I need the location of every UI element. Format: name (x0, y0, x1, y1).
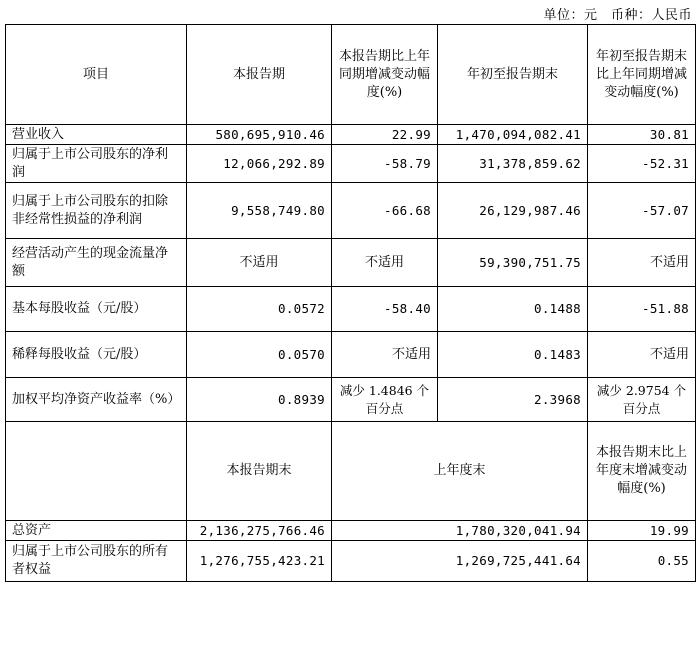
table-row (6, 125, 696, 145)
cell-ytd: 59,390,751.75 (438, 239, 588, 287)
header-item: 项目 (6, 25, 187, 125)
cell-current-change: 不适用 (332, 239, 438, 287)
cell-current-change: 减少 1.4846 个百分点 (332, 378, 438, 422)
header-ytd-change: 年初至报告期末比上年同期增减变动幅度(%) (588, 25, 696, 125)
cell-ytd-change: 不适用 (588, 332, 696, 378)
cell-ytd: 0.1483 (438, 332, 588, 378)
header-current-change: 本报告期比上年同期增减变动幅度(%) (332, 25, 438, 125)
cell-period-end: 2,136,275,766.46 (187, 521, 332, 541)
cell-change: 19.99 (588, 521, 696, 541)
row-label: 经营活动产生的现金流量净额 (6, 239, 187, 287)
cell-ytd-change: 减少 2.9754 个百分点 (588, 378, 696, 422)
currency-unit-note: 单位：元 币种：人民币 (543, 8, 692, 23)
row-label: 营业收入 (6, 125, 187, 145)
cell-prior-year-end: 1,269,725,441.64 (332, 541, 588, 582)
cell-ytd: 1,470,094,082.41 (438, 125, 588, 145)
header-blank-cell (6, 422, 187, 521)
cell-ytd: 2.3968 (438, 378, 588, 422)
row-label: 稀释每股收益（元/股） (6, 332, 187, 378)
cell-current: 0.8939 (187, 378, 332, 422)
cell-ytd-change: -57.07 (588, 183, 696, 239)
table-row (6, 541, 696, 582)
cell-current-change: -58.40 (332, 287, 438, 332)
row-label: 归属于上市公司股东的扣除非经常性损益的净利润 (6, 183, 187, 239)
header-current-period: 本报告期 (187, 25, 332, 125)
cell-current-change: 不适用 (332, 332, 438, 378)
table-row (6, 332, 696, 378)
table-row (6, 378, 696, 422)
cell-current: 12,066,292.89 (187, 145, 332, 183)
row-label: 归属于上市公司股东的所有者权益 (6, 541, 187, 582)
cell-ytd-change: -51.88 (588, 287, 696, 332)
cell-current: 580,695,910.46 (187, 125, 332, 145)
cell-ytd-change: -52.31 (588, 145, 696, 183)
cell-current-change: 22.99 (332, 125, 438, 145)
cell-current-change: -58.79 (332, 145, 438, 183)
cell-change: 0.55 (588, 541, 696, 582)
table-row (6, 287, 696, 332)
header-ytd: 年初至报告期末 (438, 25, 588, 125)
cell-ytd: 31,378,859.62 (438, 145, 588, 183)
table-row (6, 521, 696, 541)
row-label: 总资产 (6, 521, 187, 541)
cell-current: 0.0570 (187, 332, 332, 378)
cell-current: 9,558,749.80 (187, 183, 332, 239)
row-label: 归属于上市公司股东的净利润 (6, 145, 187, 183)
cell-prior-year-end: 1,780,320,041.94 (332, 521, 588, 541)
table-row (6, 183, 696, 239)
table-header-row-2 (6, 422, 696, 521)
financial-data-table (5, 24, 696, 582)
cell-ytd: 0.1488 (438, 287, 588, 332)
cell-current-change: -66.68 (332, 183, 438, 239)
table-row (6, 239, 696, 287)
header-prior-year-end: 上年度末 (332, 422, 588, 521)
row-label: 基本每股收益（元/股） (6, 287, 187, 332)
cell-current: 不适用 (187, 239, 332, 287)
cell-ytd-change: 30.81 (588, 125, 696, 145)
cell-ytd-change: 不适用 (588, 239, 696, 287)
row-label: 加权平均净资产收益率（%） (6, 378, 187, 422)
table-header-row (6, 25, 696, 125)
cell-period-end: 1,276,755,423.21 (187, 541, 332, 582)
header-period-end: 本报告期末 (187, 422, 332, 521)
cell-current: 0.0572 (187, 287, 332, 332)
cell-ytd: 26,129,987.46 (438, 183, 588, 239)
header-period-end-change: 本报告期末比上年度末增减变动幅度(%) (588, 422, 696, 521)
table-row (6, 145, 696, 183)
